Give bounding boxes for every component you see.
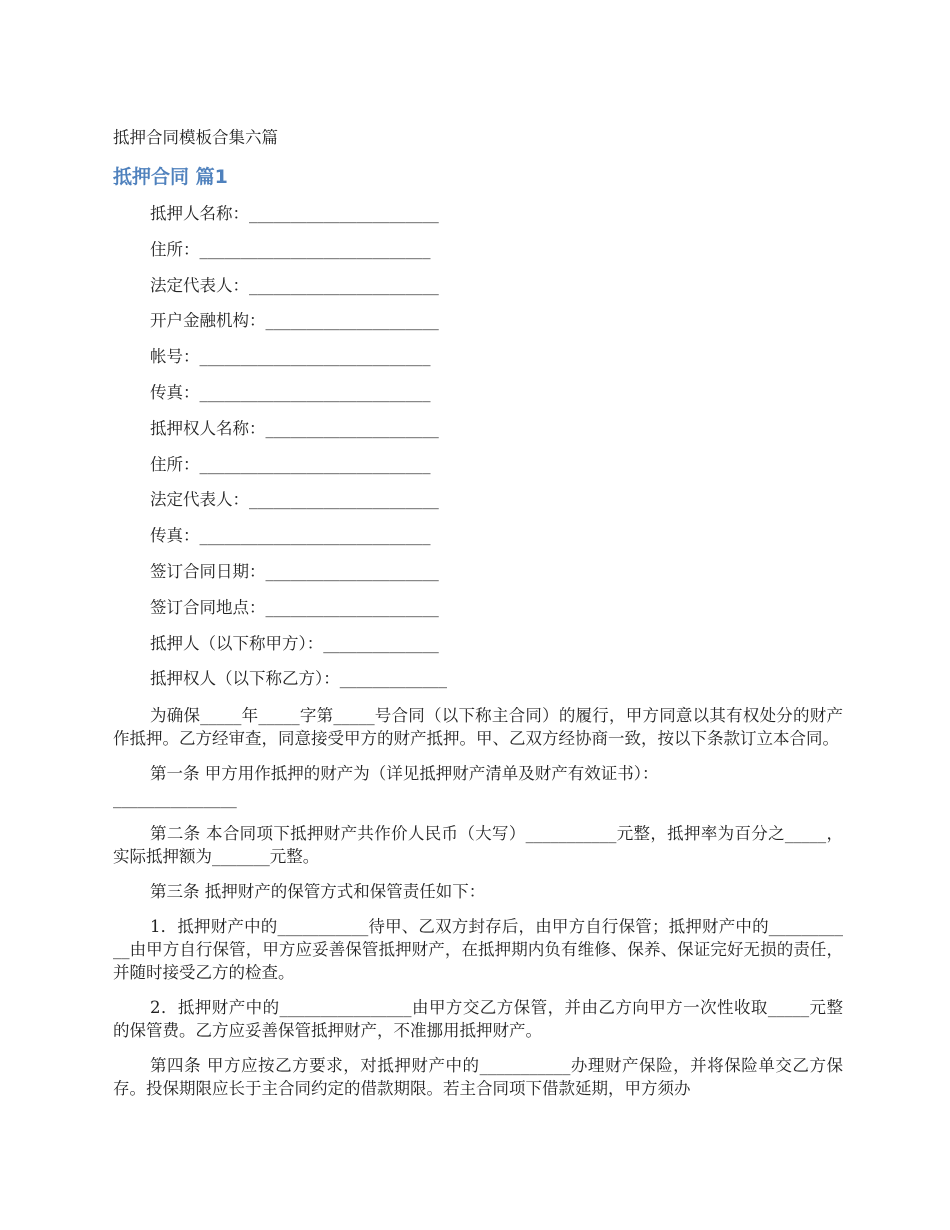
paragraph-preamble: 为确保_____年_____字第_____号合同（以下称主合同）的履行，甲方同意以其有权处分的财产作抵押。乙方经审查，同意接受甲方的财产抵押。甲、乙双方经协商一致，按以下条款订立本合同。 xyxy=(113,706,843,748)
paragraph-article-3-item-1: 1．抵押财产中的___________待甲、乙双方封存后，由甲方自行保管；抵押财产中的___________由甲方自行保管，甲方应妥善保管抵押财产，在抵押期内负有维修、保养、保证完好无损的责任，并随时接受乙方的检查。 xyxy=(113,917,843,982)
field-mortgagor-bank: 开户金融机构：_____________________ xyxy=(150,311,439,331)
contract-body xyxy=(113,704,843,1112)
party-info-fields xyxy=(150,200,447,701)
field-mortgagor-address: 住所：____________________________ xyxy=(150,239,431,259)
field-mortgagee-address: 住所：____________________________ xyxy=(150,454,431,474)
paragraph-article-1: 第一条 甲方用作抵押的财产为（详见抵押财产清单及财产有效证书）： xyxy=(150,764,659,783)
section-heading: 抵押合同 篇1 xyxy=(113,166,228,188)
field-mortgagor-account: 帐号：____________________________ xyxy=(150,347,431,367)
field-mortgagee-fax: 传真：____________________________ xyxy=(150,526,431,546)
paragraph-article-1-blank: _______________ xyxy=(113,789,237,808)
document-title: 抵押合同模板合集六篇 xyxy=(113,128,278,147)
field-mortgagee-name: 抵押权人名称：_____________________ xyxy=(150,418,439,438)
paragraph-article-3: 第三条 抵押财产的保管方式和保管责任如下： xyxy=(150,882,486,901)
paragraph-article-4: 第四条 甲方应按乙方要求，对抵押财产中的___________办理财产保险，并将保险单交乙方保存。投保期限应长于主合同约定的借款期限。若主合同项下借款延期，甲方须办 xyxy=(113,1056,843,1098)
field-mortgagor-name: 抵押人名称：_______________________ xyxy=(150,204,439,223)
field-party-a: 抵押人（以下称甲方）：______________ xyxy=(150,633,439,653)
field-mortgagee-legal-rep: 法定代表人：_______________________ xyxy=(150,490,439,510)
field-mortgagor-fax: 传真：____________________________ xyxy=(150,382,431,402)
field-signing-place: 签订合同地点：_____________________ xyxy=(150,597,439,617)
paragraph-article-3-item-2: 2．抵押财产中的________________由甲方交乙方保管，并由乙方向甲方一次性收取_____元整的保管费。乙方应妥善保管抵押财产，不准挪用抵押财产。 xyxy=(113,998,843,1040)
paragraph-article-2: 第二条 本合同项下抵押财产共作价人民币（大写）___________元整，抵押率为百分之_____，实际抵押额为_______元整。 xyxy=(113,824,843,866)
field-mortgagor-legal-rep: 法定代表人：_______________________ xyxy=(150,275,439,295)
field-party-b: 抵押权人（以下称乙方）：_____________ xyxy=(150,669,447,689)
field-signing-date: 签订合同日期：_____________________ xyxy=(150,561,439,581)
